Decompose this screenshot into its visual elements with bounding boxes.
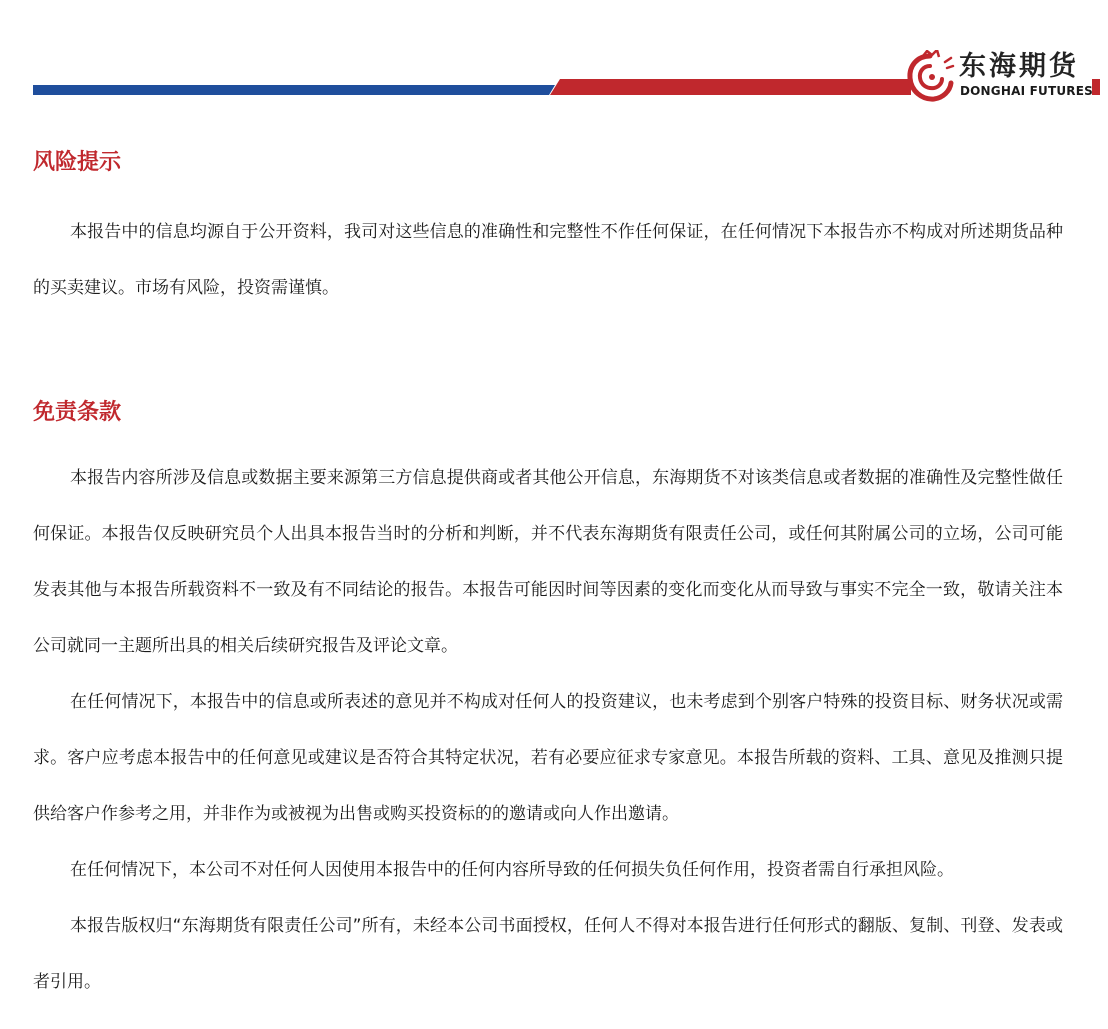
donghai-logo [905, 50, 1101, 104]
dragon-logo-icon [905, 50, 955, 104]
disclaimer-paragraph: 在任何情况下，本报告中的信息或所表述的意见并不构成对任何人的投资建议，也未考虑到个别客户特殊的投资目标、财务状况或需求。客户应考虑本报告中的任何意见或建议是否符合其特定状况，若有必要应征求专家意见。本报告所载的资料、工具、意见及推测只提供给客户作参考之用，并非作为或被视为出售或购买投资标的的邀请或向人作出邀请。 [33, 692, 1063, 824]
disclaimer-paragraph: 本报告版权归“东海期货有限责任公司”所有，未经本公司书面授权，任何人不得对本报告进行任何形式的翻版、复制、刊登、发表或者引用。 [33, 916, 1063, 992]
risk-section-title: 风险提示 [33, 150, 122, 175]
logo-name-en: DONGHAI FUTURES [960, 84, 1093, 98]
logo-name-cn: 东海期货 [959, 51, 1079, 82]
risk-paragraph: 本报告中的信息均源自于公开资料，我司对这些信息的准确性和完整性不作任何保证，在任何情况下本报告亦不构成对所述期货品种的买卖建议。市场有风险，投资需谨慎。 [33, 222, 1063, 298]
disclaimer-paragraph: 本报告内容所涉及信息或数据主要来源第三方信息提供商或者其他公开信息，东海期货不对该类信息或者数据的准确性及完整性做任何保证。本报告仅反映研究员个人出具本报告当时的分析和判断，并不代表东海期货有限责任公司，或任何其附属公司的立场，公司可能发表其他与本报告所载资料不一致及有不同结论的报告。本报告可能因时间等因素的变化而变化从而导致与事实不完全一致，敬请关注本公司就同一主题所出具的相关后续研究报告及评论文章。 [33, 468, 1063, 656]
page-header [0, 0, 1108, 110]
disclaimer-paragraph: 在任何情况下，本公司不对任何人因使用本报告中的任何内容所导致的任何损失负任何作用，投资者需自行承担风险。 [70, 860, 954, 880]
disclaimer-section-title: 免责条款 [33, 400, 122, 425]
